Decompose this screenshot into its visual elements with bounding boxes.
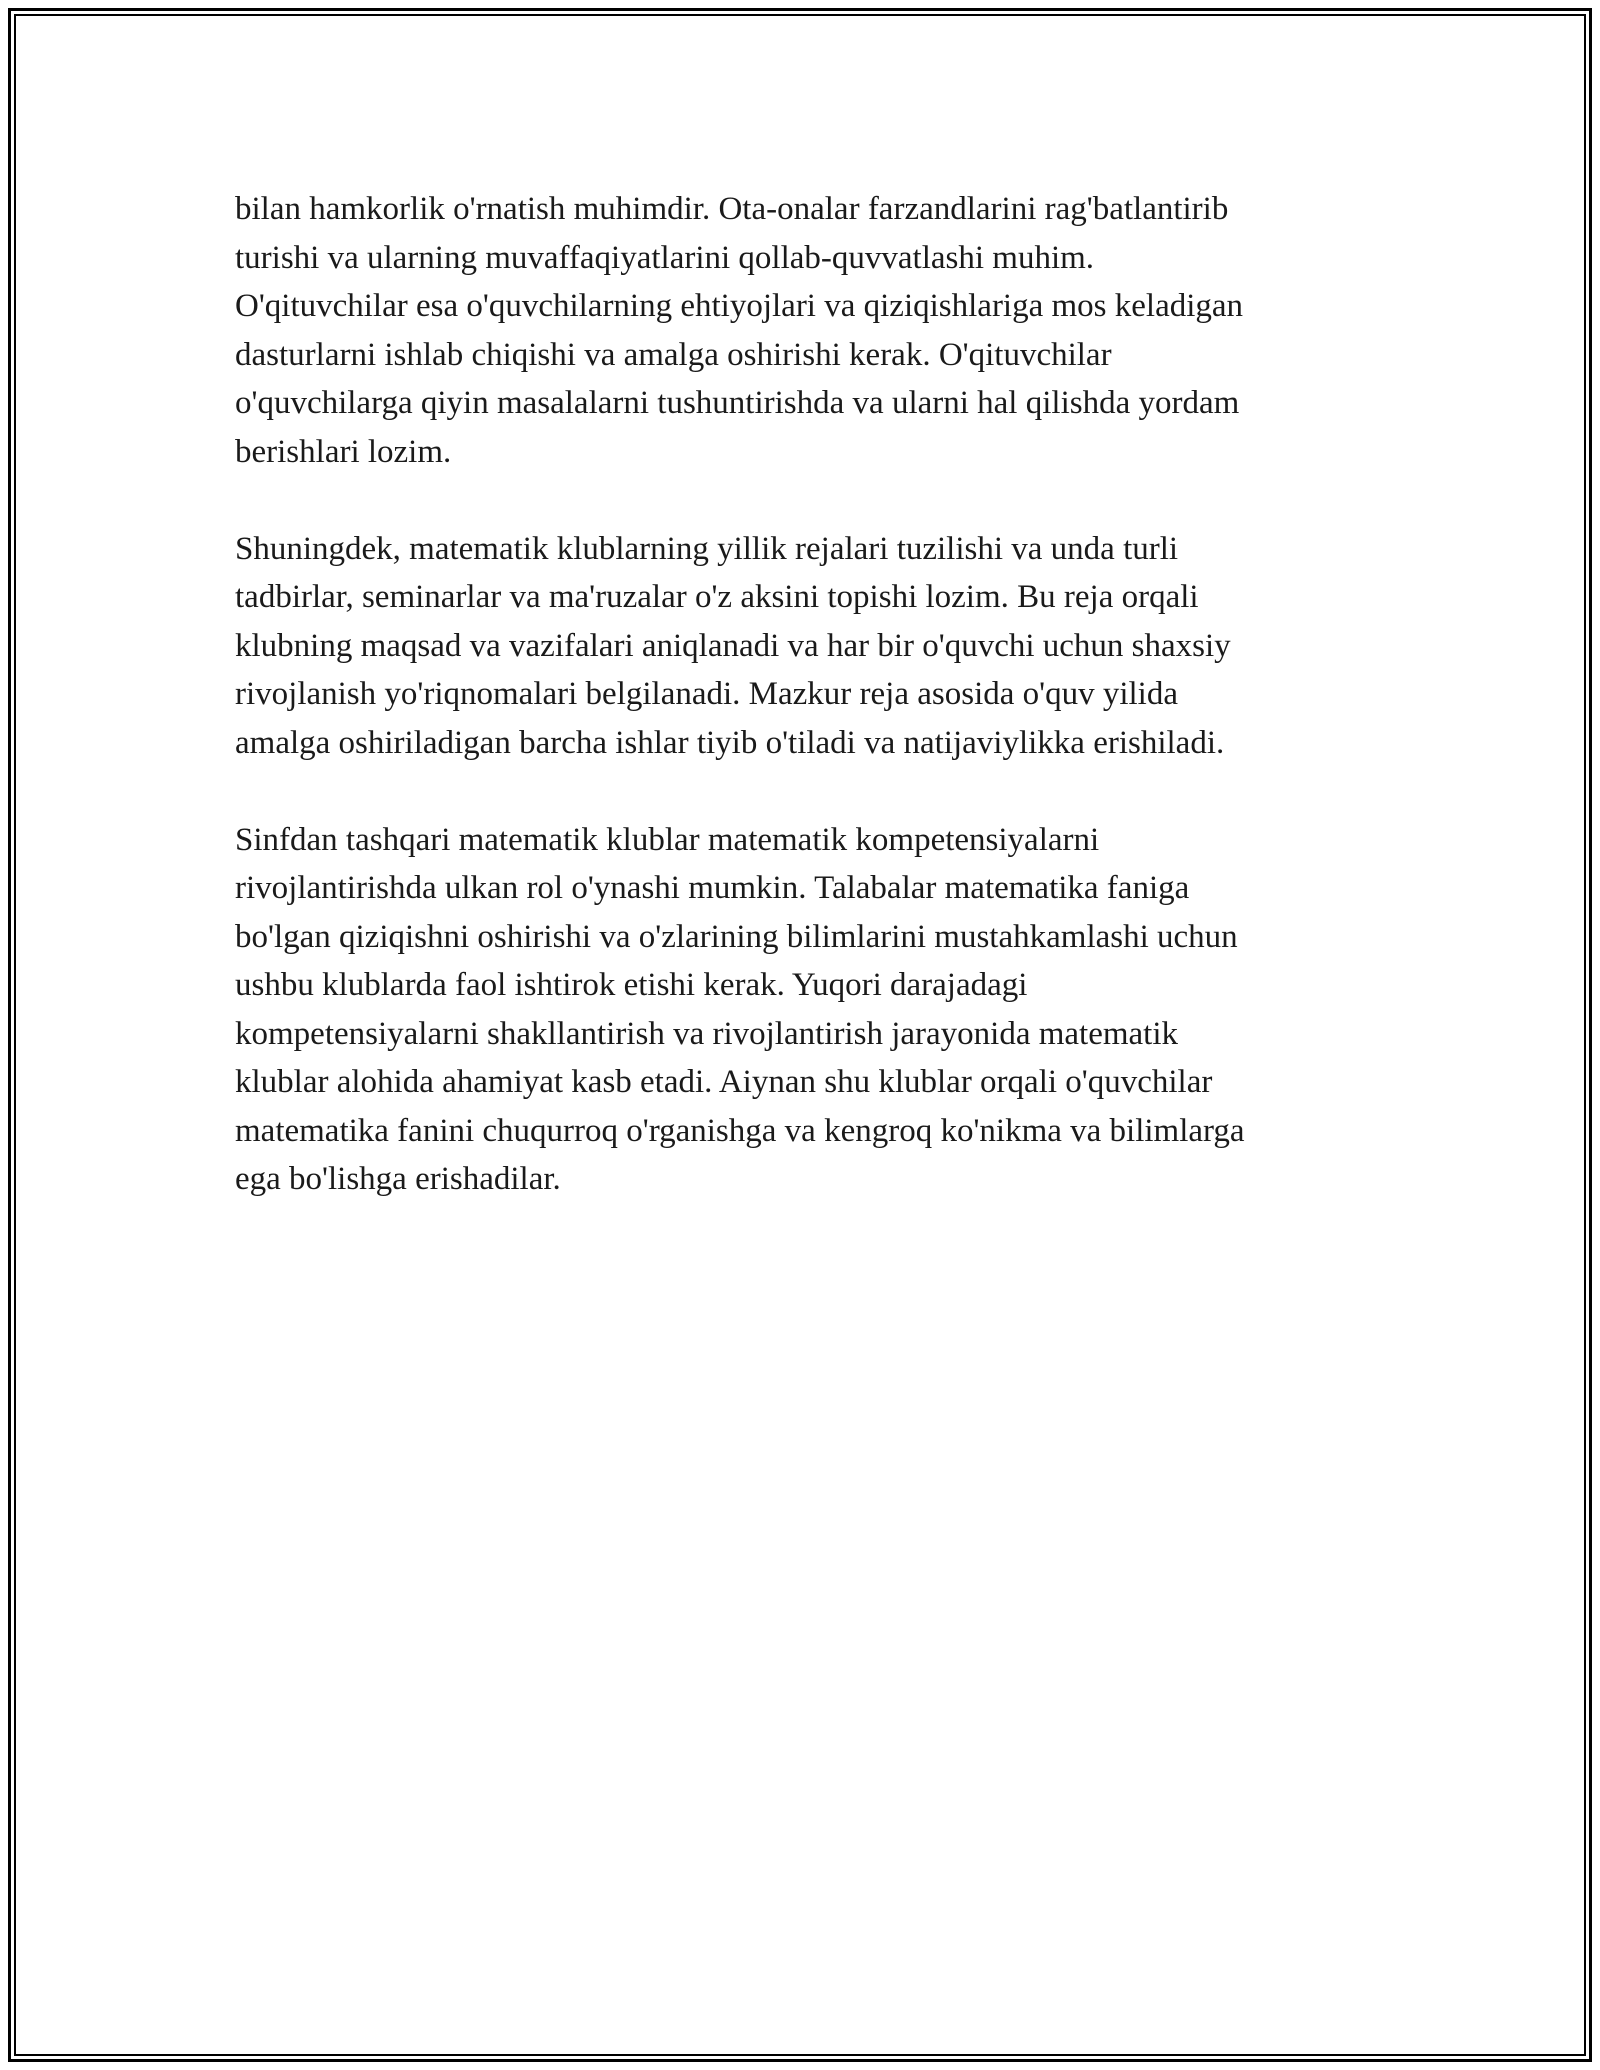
text-line: ega bo'lishga erishadilar. [235, 1161, 561, 1197]
text-line: klublar alohida ahamiyat kasb etadi. Aiynan shu klublar orqali o'quvchilar [235, 1064, 1213, 1100]
text-line: ushbu klublarda faol ishtirok etishi kerak. Yuqori darajadagi [235, 967, 1028, 1003]
text-line: Shuningdek, matematik klublarning yillik rejalari tuzilishi va unda turli [235, 530, 1179, 567]
text-line: Sinfdan tashqari matematik klublar matematik kompetensiyalarni [235, 821, 1100, 858]
text-line: O'qituvchilar esa o'quvchilarning ehtiyojlari va qiziqishlariga mos keladigan [235, 288, 1244, 324]
text-line: klubning maqsad va vazifalari aniqlanadi va har bir o'quvchi uchun shaxsiy [235, 627, 1231, 664]
document-body [235, 185, 1365, 1252]
text-line: matematika fanini chuqurroq o'rganishga va kengroq ko'nikma va bilimlarga [235, 1112, 1245, 1149]
paragraph-3 [235, 816, 1365, 1204]
paragraph-1 [235, 185, 1365, 476]
text-line: berishlari lozim. [235, 433, 452, 470]
text-line: o'quvchilarga qiyin masalalarni tushuntirishda va ularni hal qilishda yordam [235, 385, 1240, 421]
text-line: bo'lgan qiziqishni oshirishi va o'zlarining bilimlarini mustahkamlashi uchun [235, 918, 1238, 955]
text-line: turishi va ularning muvaffaqiyatlarini qollab-quvvatlashi muhim. [235, 239, 1095, 276]
paragraph-2 [235, 525, 1365, 768]
text-line: rivojlantirishda ulkan rol o'ynashi mumkin. Talabalar matematika faniga [235, 870, 1190, 906]
text-line: kompetensiyalarni shakllantirish va rivojlantirish jarayonida matematik [235, 1015, 1178, 1052]
text-line: rivojlanish yo'riqnomalari belgilanadi. Mazkur reja asosida o'quv yilida [235, 676, 1178, 712]
text-line: bilan hamkorlik o'rnatish muhimdir. Ota-onalar farzandlarini rag'batlantirib [235, 191, 1229, 227]
text-line: tadbirlar, seminarlar va ma'ruzalar o'z aksini topishi lozim. Bu reja orqali [235, 579, 1199, 615]
text-line: dasturlarni ishlab chiqishi va amalga oshirishi kerak. O'qituvchilar [235, 336, 1112, 373]
text-line: amalga oshiriladigan barcha ishlar tiyib o'tiladi va natijaviylikka erishiladi. [235, 724, 1225, 761]
